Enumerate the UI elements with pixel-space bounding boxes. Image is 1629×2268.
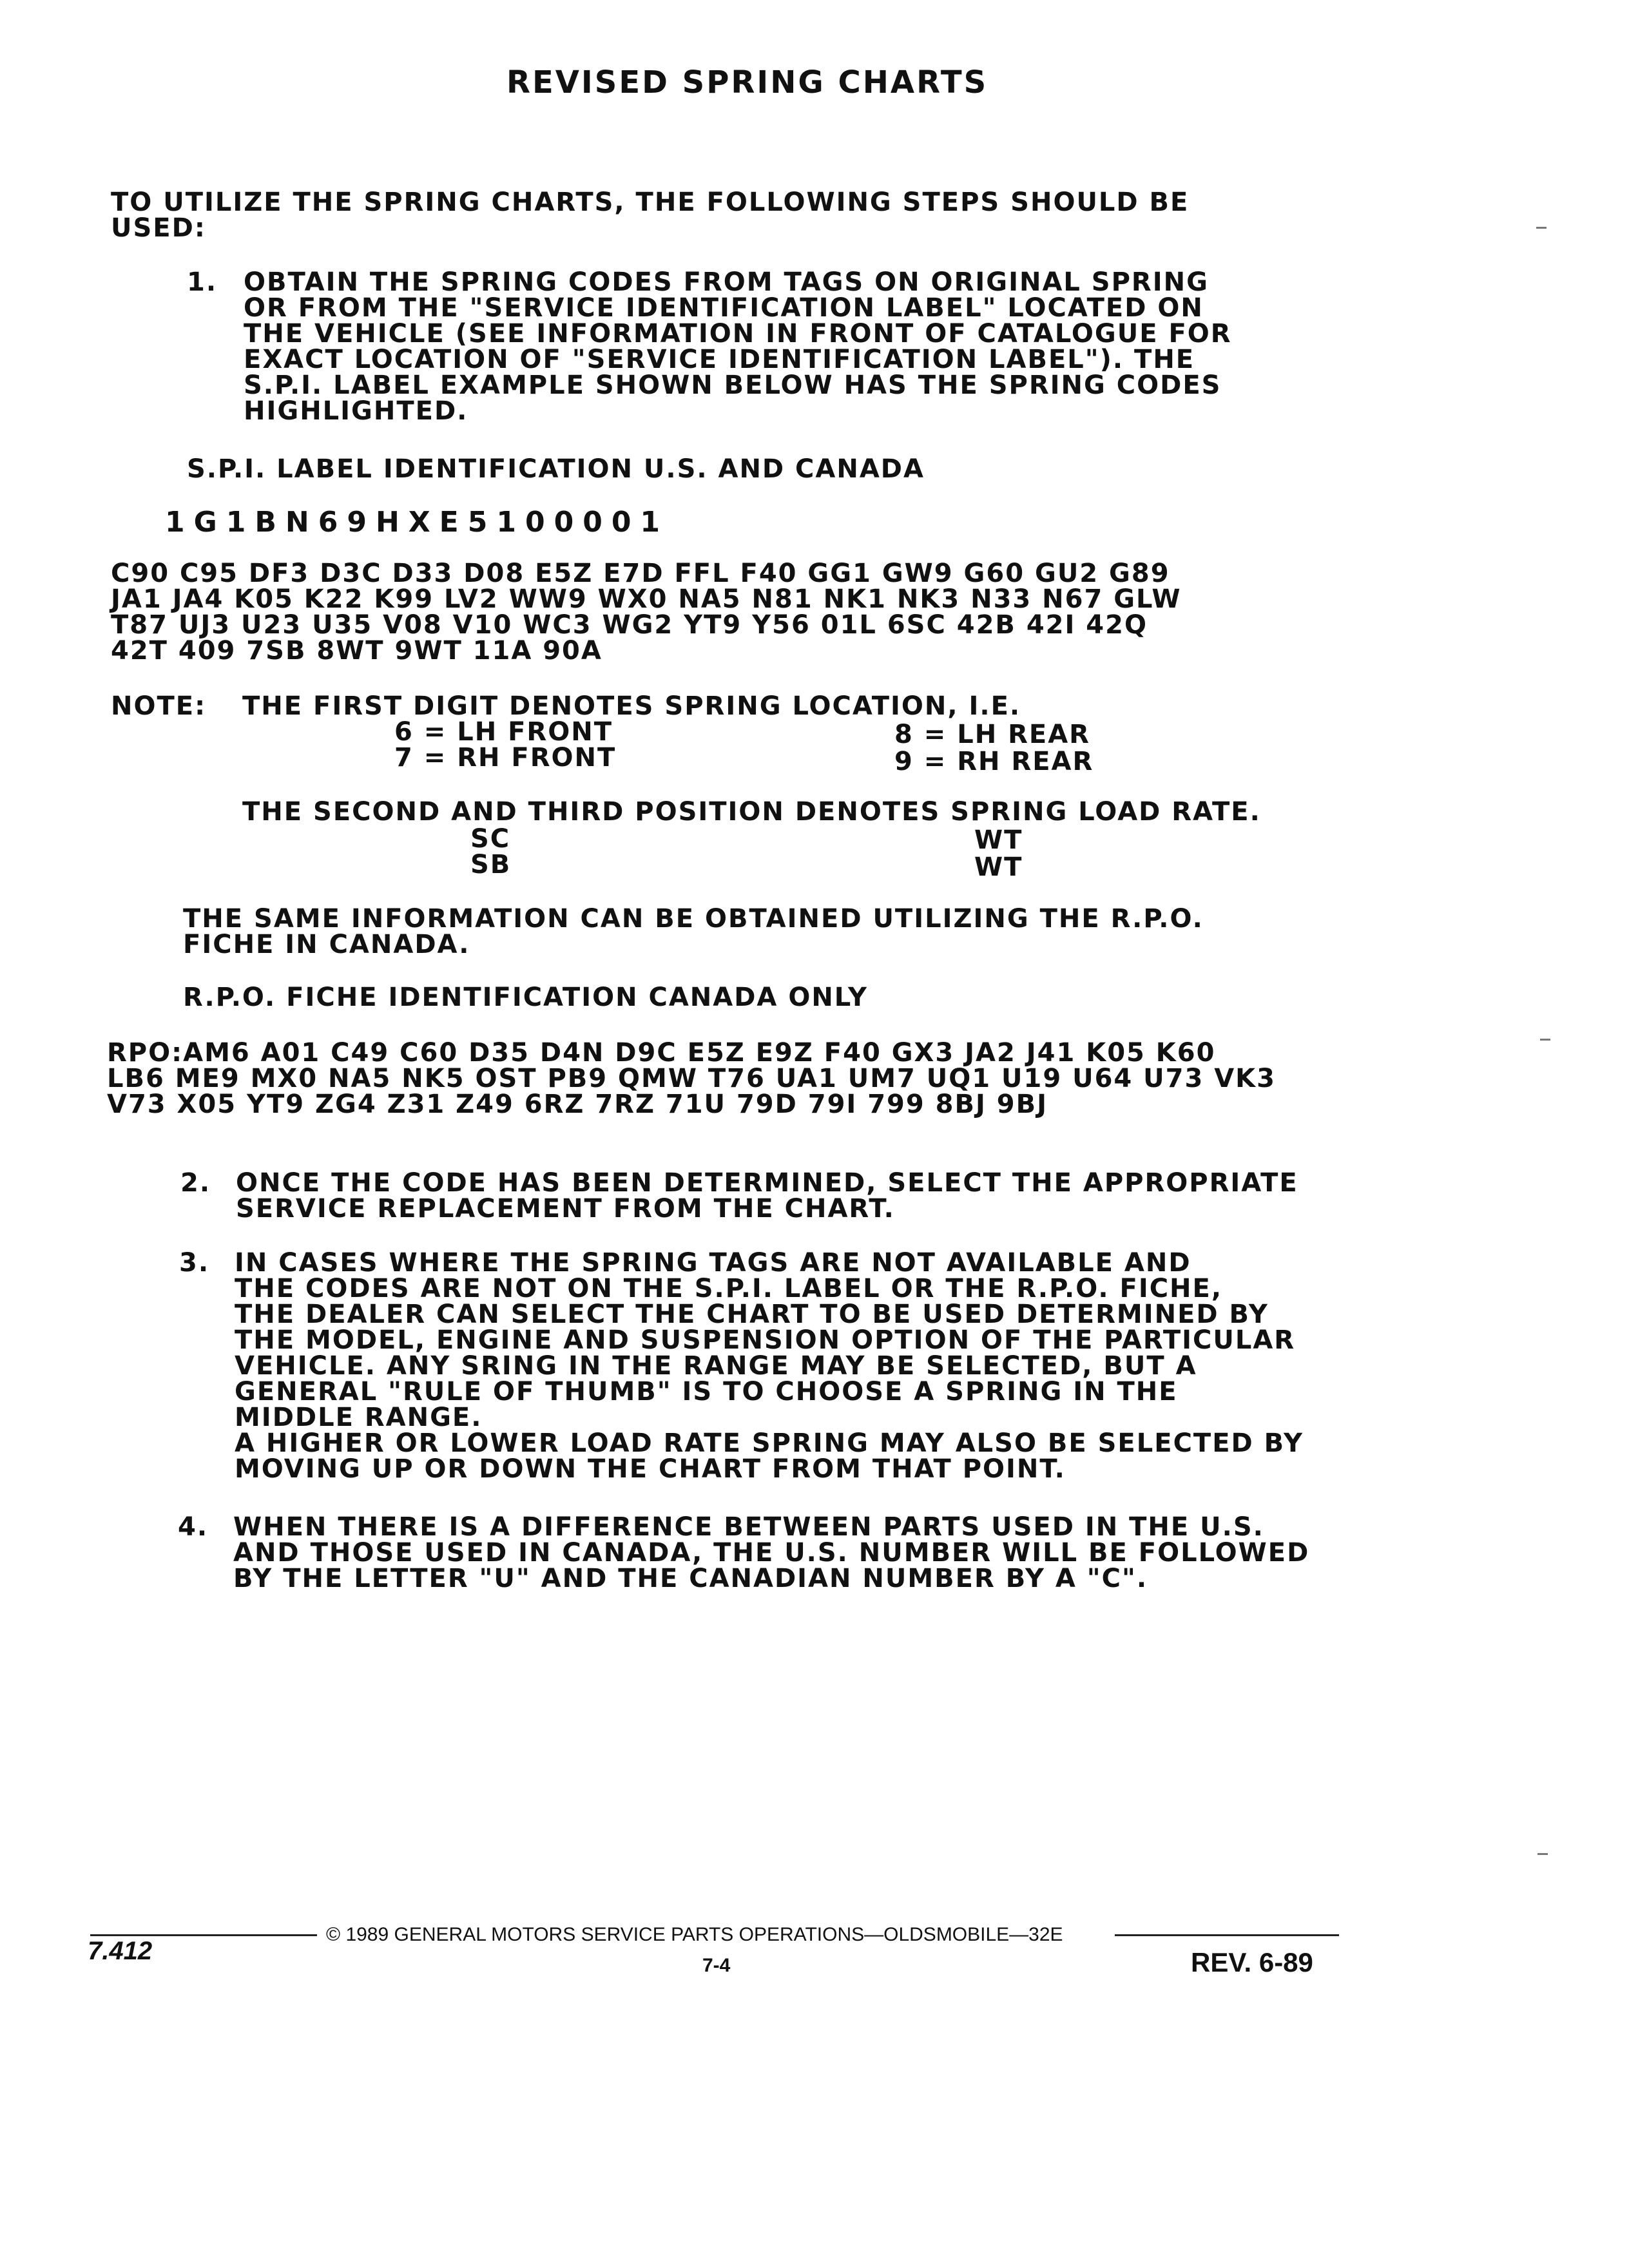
note-lh-rear: 8 = LH REAR (894, 720, 1090, 749)
footer-copyright: © 1989 GENERAL MOTORS SERVICE PARTS OPERATIONS—OLDSMOBILE—32E (326, 1924, 1063, 1945)
step-1-line: OBTAIN THE SPRING CODES FROM TAGS ON ORIGINAL SPRING (244, 267, 1209, 297)
step-4-line: WHEN THERE IS A DIFFERENCE BETWEEN PARTS USED IN THE U.S. (233, 1512, 1264, 1542)
footer-section-number: 7.412 (88, 1937, 153, 1965)
step-3-line: VEHICLE. ANY SRING IN THE RANGE MAY BE SELECTED, BUT A (235, 1351, 1197, 1381)
step-3-line: MOVING UP OR DOWN THE CHART FROM THAT POINT. (235, 1454, 1066, 1484)
footer-rule-right (1115, 1934, 1339, 1936)
note-rh-rear: 9 = RH REAR (894, 747, 1094, 776)
note-label: NOTE: (111, 691, 207, 721)
step-1-line: OR FROM THE "SERVICE IDENTIFICATION LABEL" LOCATED ON (244, 293, 1204, 323)
margin-mark (1536, 227, 1547, 229)
rpo-info-line: THE SAME INFORMATION CAN BE OBTAINED UTILIZING THE R.P.O. (183, 904, 1204, 934)
note-rate-wt: WT (974, 852, 1023, 882)
note-rate-wt: WT (974, 825, 1023, 855)
rpo-info-line: FICHE IN CANADA. (183, 930, 470, 959)
rpo-code-row: V73 X05 YT9 ZG4 Z31 Z49 6RZ 7RZ 71U 79D 79I 799 8BJ 9BJ (107, 1090, 1048, 1119)
step-3-number: 3. (179, 1248, 210, 1278)
step-1-line: S.P.I. LABEL EXAMPLE SHOWN BELOW HAS THE SPRING CODES (244, 370, 1222, 400)
rpo-code-row: RPO:AM6 A01 C49 C60 D35 D4N D9C E5Z E9Z F40 GX3 JA2 J41 K05 K60 (107, 1038, 1216, 1068)
footer-revision: REV. 6-89 (1191, 1947, 1313, 1977)
footer-page-number: 7-4 (702, 1955, 731, 1976)
note-rate-sb: SB (470, 850, 512, 879)
spi-heading: S.P.I. LABEL IDENTIFICATION U.S. AND CANADA (187, 454, 925, 484)
step-2-line: ONCE THE CODE HAS BEEN DETERMINED, SELECT THE APPROPRIATE (236, 1168, 1298, 1198)
margin-mark (1537, 1853, 1548, 1855)
step-4-line: AND THOSE USED IN CANADA, THE U.S. NUMBER WILL BE FOLLOWED (233, 1538, 1310, 1568)
rpo-code-row: LB6 ME9 MX0 NA5 NK5 OST PB9 QMW T76 UA1 UM7 UQ1 U19 U64 U73 VK3 (107, 1064, 1277, 1093)
step-1-line: EXACT LOCATION OF "SERVICE IDENTIFICATION LABEL"). THE (244, 345, 1195, 374)
step-4-number: 4. (178, 1512, 209, 1542)
note-second-third: THE SECOND AND THIRD POSITION DENOTES SPRING LOAD RATE. (242, 797, 1261, 827)
intro-line-2: USED: (111, 213, 206, 243)
note-rate-sc: SC (470, 824, 511, 854)
step-3-line: THE MODEL, ENGINE AND SUSPENSION OPTION OF THE PARTICULAR (235, 1325, 1296, 1355)
note-first-digit: THE FIRST DIGIT DENOTES SPRING LOCATION, I.E. (242, 691, 1021, 721)
rpo-heading: R.P.O. FICHE IDENTIFICATION CANADA ONLY (183, 983, 869, 1012)
step-2-line: SERVICE REPLACEMENT FROM THE CHART. (236, 1194, 895, 1224)
margin-mark (1540, 1039, 1550, 1041)
step-3-line: THE CODES ARE NOT ON THE S.P.I. LABEL OR THE R.P.O. FICHE, (235, 1274, 1223, 1303)
step-1-line: THE VEHICLE (SEE INFORMATION IN FRONT OF CATALOGUE FOR (244, 319, 1232, 349)
step-3-line: IN CASES WHERE THE SPRING TAGS ARE NOT AVAILABLE AND (235, 1248, 1191, 1278)
step-3-line: A HIGHER OR LOWER LOAD RATE SPRING MAY ALSO BE SELECTED BY (235, 1428, 1304, 1458)
note-rh-front: 7 = RH FRONT (394, 743, 617, 773)
step-3-line: GENERAL "RULE OF THUMB" IS TO CHOOSE A SPRING IN THE (235, 1377, 1178, 1407)
step-2-number: 2. (180, 1168, 211, 1198)
step-1-number: 1. (187, 267, 218, 297)
step-4-line: BY THE LETTER "U" AND THE CANADIAN NUMBER BY A "C". (233, 1564, 1148, 1593)
step-3-line: MIDDLE RANGE. (235, 1403, 483, 1432)
page-title: REVISED SPRING CHARTS (506, 64, 988, 101)
note-lh-front: 6 = LH FRONT (394, 717, 613, 747)
spi-code-row: 42T 409 7SB 8WT 9WT 11A 90A (111, 636, 602, 666)
footer-rule-left (90, 1934, 317, 1936)
spi-vin-number: 1G1BN69HXE5100001 (165, 506, 670, 539)
spi-code-row: T87 UJ3 U23 U35 V08 V10 WC3 WG2 YT9 Y56 01L 6SC 42B 42I 42Q (111, 610, 1148, 640)
spi-code-row: JA1 JA4 K05 K22 K99 LV2 WW9 WX0 NA5 N81 NK1 NK3 N33 N67 GLW (111, 584, 1182, 614)
spi-code-row: C90 C95 DF3 D3C D33 D08 E5Z E7D FFL F40 GG1 GW9 G60 GU2 G89 (111, 559, 1170, 588)
step-1-line: HIGHLIGHTED. (244, 396, 468, 426)
intro-line-1: TO UTILIZE THE SPRING CHARTS, THE FOLLOWING STEPS SHOULD BE (111, 187, 1190, 217)
step-3-line: THE DEALER CAN SELECT THE CHART TO BE USED DETERMINED BY (235, 1300, 1269, 1329)
